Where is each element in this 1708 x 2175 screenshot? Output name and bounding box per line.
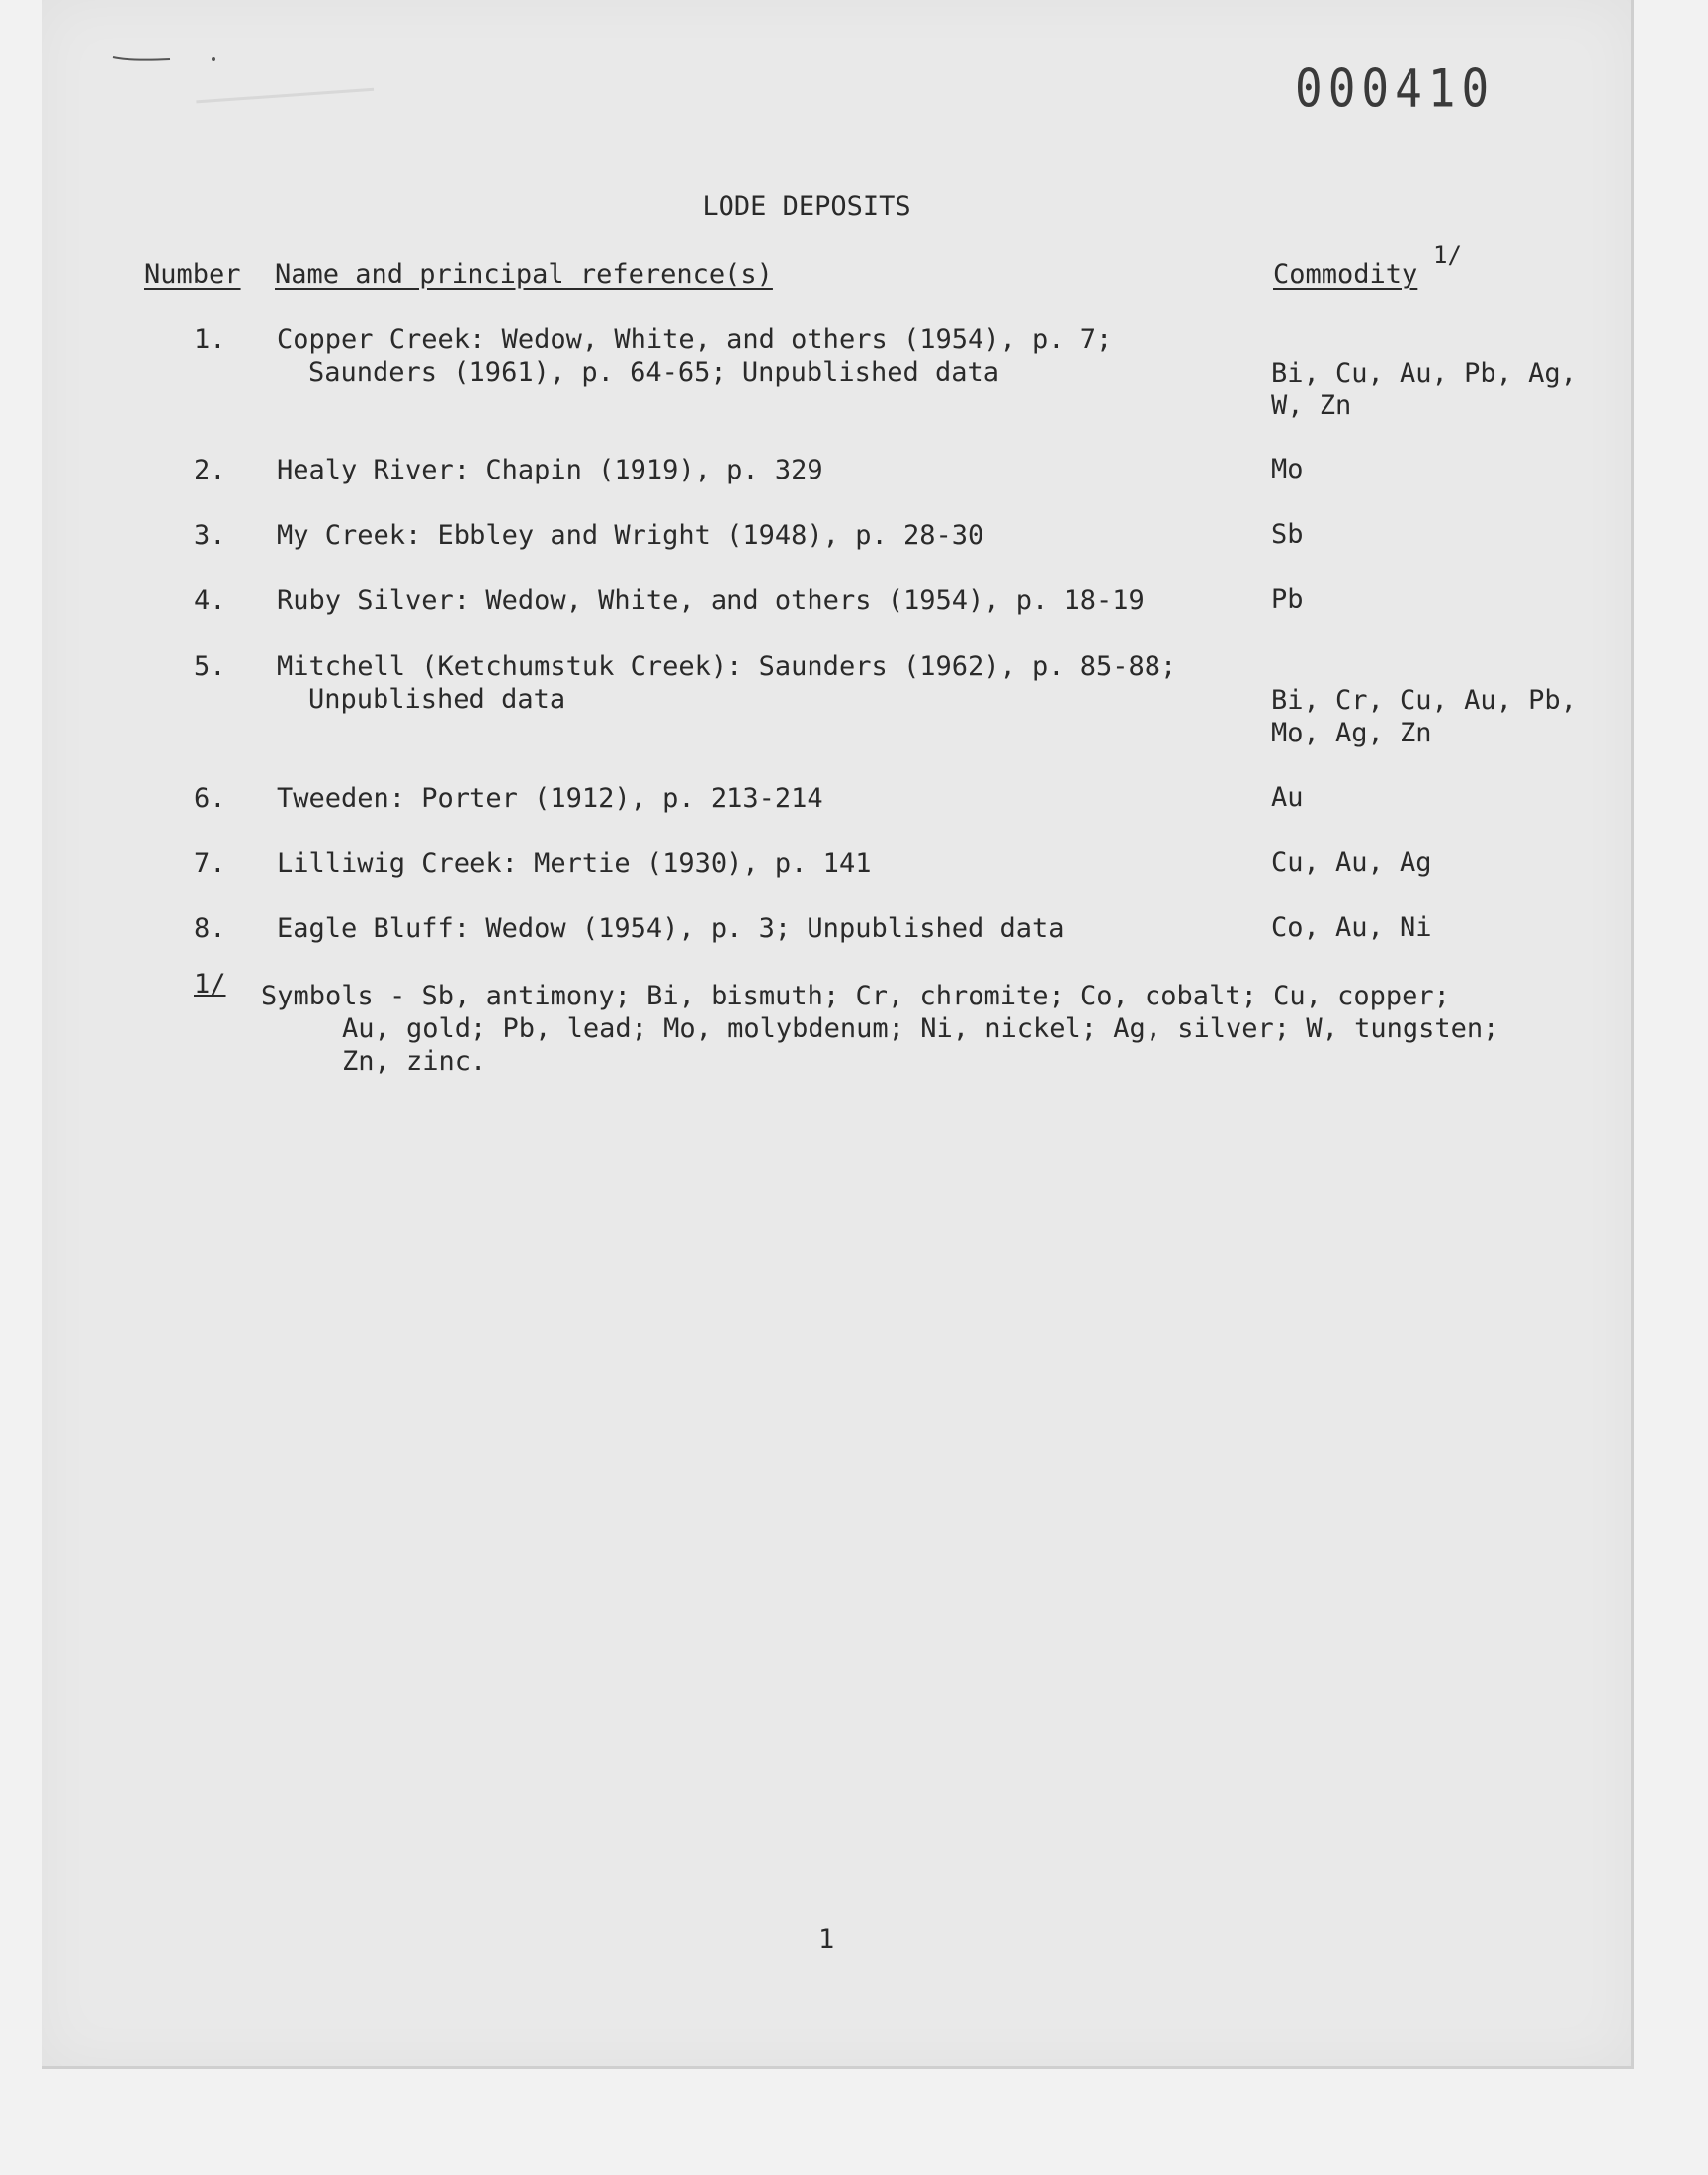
entry-commodity: Sb xyxy=(1271,519,1304,550)
pencil-mark xyxy=(111,53,217,65)
entry-number: 5. xyxy=(194,652,226,682)
footnote-line: Zn, zinc. xyxy=(342,1046,487,1077)
entry-number: 3. xyxy=(194,520,226,551)
header-number: Number xyxy=(144,259,241,290)
entry-number: 4. xyxy=(194,585,226,616)
entry-reference-line: Healy River: Chapin (1919), p. 329 xyxy=(277,455,823,485)
entry-commodity: Mo xyxy=(1271,454,1304,484)
document-stamp-number: 000410 xyxy=(1295,56,1495,120)
entry-reference-line: Copper Creek: Wedow, White, and others (1954), p. 7; xyxy=(277,324,1113,355)
header-name-reference: Name and principal reference(s) xyxy=(275,259,773,290)
header-commodity-footnote: 1/ xyxy=(1433,241,1462,269)
page-title: LODE DEPOSITS xyxy=(702,191,911,221)
entry-reference-line: My Creek: Ebbley and Wright (1948), p. 28-30 xyxy=(277,520,984,551)
entry-number: 7. xyxy=(194,848,226,879)
footnote-mark: 1/ xyxy=(194,969,226,1000)
entry-commodity: Cu, Au, Ag xyxy=(1271,847,1432,878)
entry-number: 6. xyxy=(194,783,226,814)
footnote-line: Symbols - Sb, antimony; Bi, bismuth; Cr, chromite; Co, cobalt; Cu, copper; xyxy=(261,981,1450,1011)
entry-commodity: Au xyxy=(1271,782,1304,813)
entry-reference-line: Mitchell (Ketchumstuk Creek): Saunders (1962), p. 85-88; xyxy=(277,652,1177,682)
entry-commodity: Co, Au, Ni xyxy=(1271,913,1432,943)
page-number: 1 xyxy=(818,1924,835,1955)
entry-commodity: Pb xyxy=(1271,584,1304,615)
entry-reference-line: Tweeden: Porter (1912), p. 213-214 xyxy=(277,783,823,814)
entry-commodity: Bi, Cu, Au, Pb, Ag, W, Zn xyxy=(1271,358,1577,421)
entry-number: 8. xyxy=(194,914,226,944)
entry-reference-line: Ruby Silver: Wedow, White, and others (1954), p. 18-19 xyxy=(277,585,1145,616)
header-commodity: Commodity xyxy=(1273,259,1418,290)
entry-reference-line: Saunders (1961), p. 64-65; Unpublished data xyxy=(308,357,999,388)
entry-reference-line: Unpublished data xyxy=(308,684,566,715)
entry-reference-line: Eagle Bluff: Wedow (1954), p. 3; Unpublished data xyxy=(277,914,1065,944)
entry-commodity: Bi, Cr, Cu, Au, Pb, Mo, Ag, Zn xyxy=(1271,685,1577,748)
entry-number: 2. xyxy=(194,455,226,485)
entry-reference-line: Lilliwig Creek: Mertie (1930), p. 141 xyxy=(277,848,872,879)
footnote-line: Au, gold; Pb, lead; Mo, molybdenum; Ni, nickel; Ag, silver; W, tungsten; xyxy=(342,1013,1499,1044)
entry-number: 1. xyxy=(194,324,226,355)
